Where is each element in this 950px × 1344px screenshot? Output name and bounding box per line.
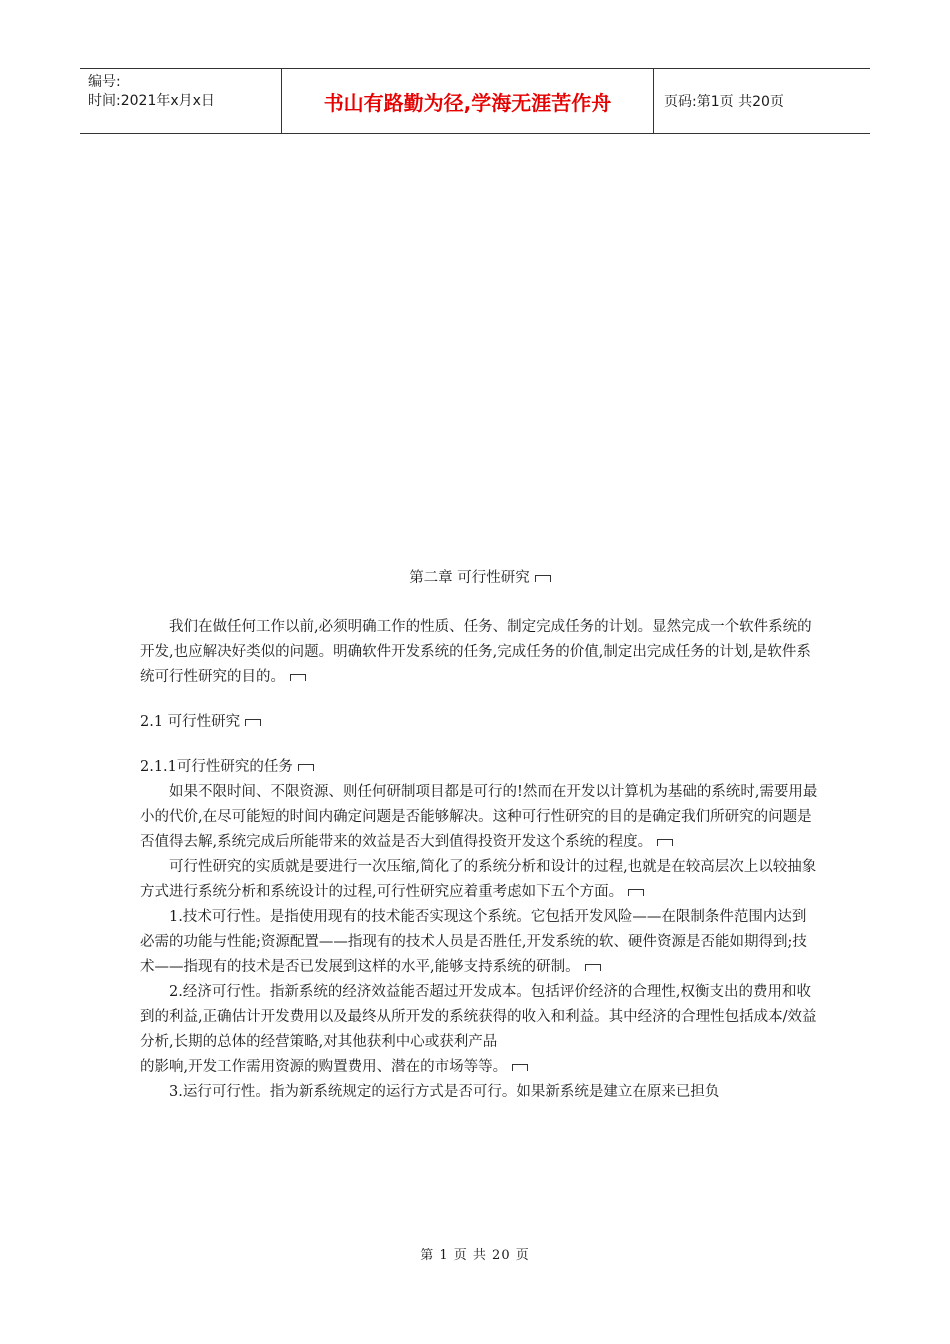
paragraph-1: 如果不限时间、不限资源、则任何研制项目都是可行的!然而在开发以计算机为基础的系统时,需要用最小的代价,在尽可能短的时间内确定问题是否能够解决。这种可行性研究的目的是确定我们所研究的问题是否值得去解,系统完成后所能带来的效益是否大到值得投资开发这个系统的程度。 (140, 784, 818, 850)
page-header (80, 68, 870, 134)
page-footer: 第 1 页 共 20 页 (420, 1248, 530, 1263)
paragraph-mark-icon (512, 1064, 528, 1071)
paragraph-mark-icon (290, 674, 306, 681)
paragraph-3: 1.技术可行性。是指使用现有的技术能否实现这个系统。它包括开发风险——在限制条件范围内达到必需的功能与性能;资源配置——指现有的技术人员是否胜任,开发系统的软、硬件资源是否能如期得到;技术——指现有的技术是否已发展到这样的水平,能够支持系统的研制。 (140, 909, 807, 975)
paragraph-mark-icon (657, 839, 673, 846)
section-heading-2-1: 2.1 可行性研究 (140, 710, 820, 735)
paragraph-mark-icon (628, 889, 644, 896)
intro-paragraph: 我们在做任何工作以前,必须明确工作的性质、任务、制定完成任务的计划。显然完成一个软件系统的开发,也应解决好类似的问题。明确软件开发系统的任务,完成任务的价值,制定出完成任务的计划,是软件系统可行性研究的目的。 (140, 619, 812, 685)
header-number-label: 编号: (88, 74, 121, 90)
header-page-info: 页码:第1页 共20页 (664, 94, 784, 110)
header-time-label: 时间:2021年x月x日 (88, 93, 215, 109)
paragraph-4: 2.经济可行性。指新系统的经济效益能否超过开发成本。包括评价经济的合理性,权衡支出的费用和收到的利益,正确估计开发费用以及最终从所开发的系统获得的收入和利益。其中经济的合理性包括成本/效益分析,长期的总体的经营策略,对其他获利中心或获利产品 (140, 984, 817, 1050)
paragraph-4-continued: 的影响,开发工作需用资源的购置费用、潜在的市场等等。 (140, 1055, 820, 1080)
section-heading-2-1-1: 2.1.1可行性研究的任务 (140, 755, 820, 780)
paragraph-mark-icon (298, 764, 314, 771)
header-motto: 书山有路勤为径,学海无涯苦作舟 (282, 69, 654, 133)
paragraph-mark-icon (585, 964, 601, 971)
paragraph-2: 可行性研究的实质就是要进行一次压缩,简化了的系统分析和设计的过程,也就是在较高层次上以较抽象方式进行系统分析和系统设计的过程,可行性研究应着重考虑如下五个方面。 (140, 859, 817, 900)
paragraph-mark-icon (535, 575, 551, 582)
paragraph-mark-icon (245, 719, 261, 726)
paragraph-5: 3.运行可行性。指为新系统规定的运行方式是否可行。如果新系统是建立在原来已担负 (169, 1084, 720, 1100)
chapter-title: 第二章 可行性研究 (140, 566, 820, 591)
header-meta (80, 69, 282, 133)
document-body (140, 566, 820, 1105)
